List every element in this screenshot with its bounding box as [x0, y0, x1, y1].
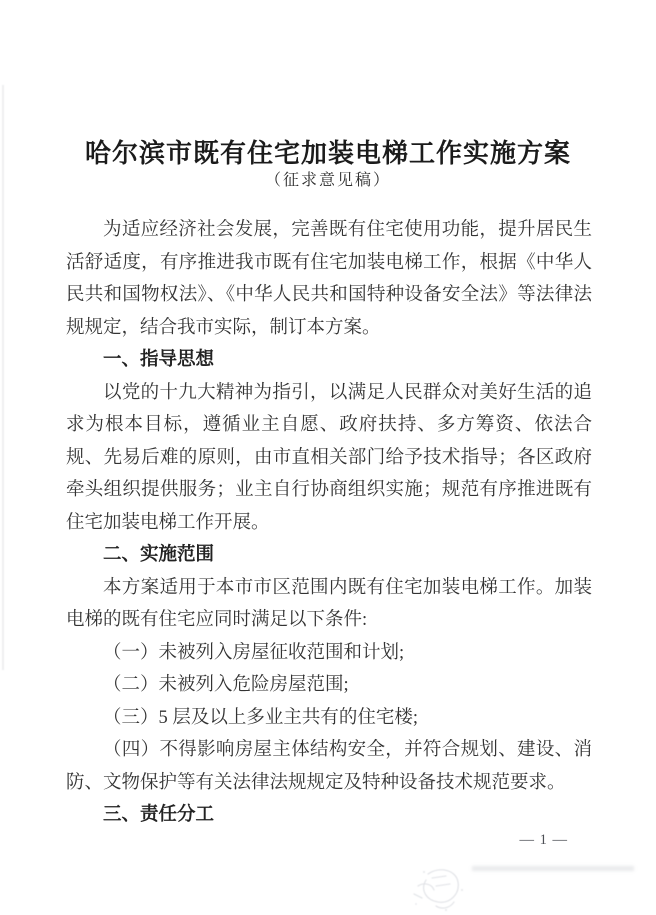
stamp-smudge-artifact	[406, 860, 478, 915]
condition-item-4: （四）不得影响房屋主体结构安全，并符合规划、建设、消防、文物保护等有关法律法规规定及特种设备技术规范要求。	[66, 740, 592, 793]
paragraph-guiding-ideology: 以党的十九大精神为指引，以满足人民群众对美好生活的追求为根本目标，遵循业主自愿、政府扶持、多方筹资、依法合规、先易后难的原则，由市直相关部门给予技术指导；各区政府牵头组织提供服务；业主自行协商组织实施；规范有序推进既有住宅加装电梯工作开展。	[66, 382, 592, 533]
condition-item-3: （三）5 层及以上多业主共有的住宅楼;	[103, 707, 419, 728]
paragraph-intro: 为适应经济社会发展，完善既有住宅使用功能，提升居民生活舒适度，有序推进我市既有住宅加装电梯工作，根据《中华人民共和国物权法》、《中华人民共和国特种设备安全法》等法律法规规定，结合我市实际，制订本方案。	[66, 220, 592, 338]
condition-item-2: （二）未被列入危险房屋范围;	[103, 675, 349, 695]
page-number: — 1 —	[519, 832, 568, 848]
document-subtitle: （征求意见稿）	[264, 172, 391, 189]
condition-item-1: （一）未被列入房屋征收范围和计划;	[103, 642, 405, 663]
document-body	[66, 214, 592, 832]
section-heading-3: 三、责任分工	[103, 805, 215, 825]
section-heading-1: 一、指导思想	[103, 350, 215, 370]
paragraph-scope: 本方案适用于本市市区范围内既有住宅加装电梯工作。加装电梯的既有住宅应同时满足以下条件:	[66, 577, 592, 630]
section-heading-2: 二、实施范围	[103, 545, 215, 565]
document-title: 哈尔滨市既有住宅加装电梯工作实施方案	[84, 139, 571, 169]
scan-streak-artifact	[472, 866, 634, 871]
